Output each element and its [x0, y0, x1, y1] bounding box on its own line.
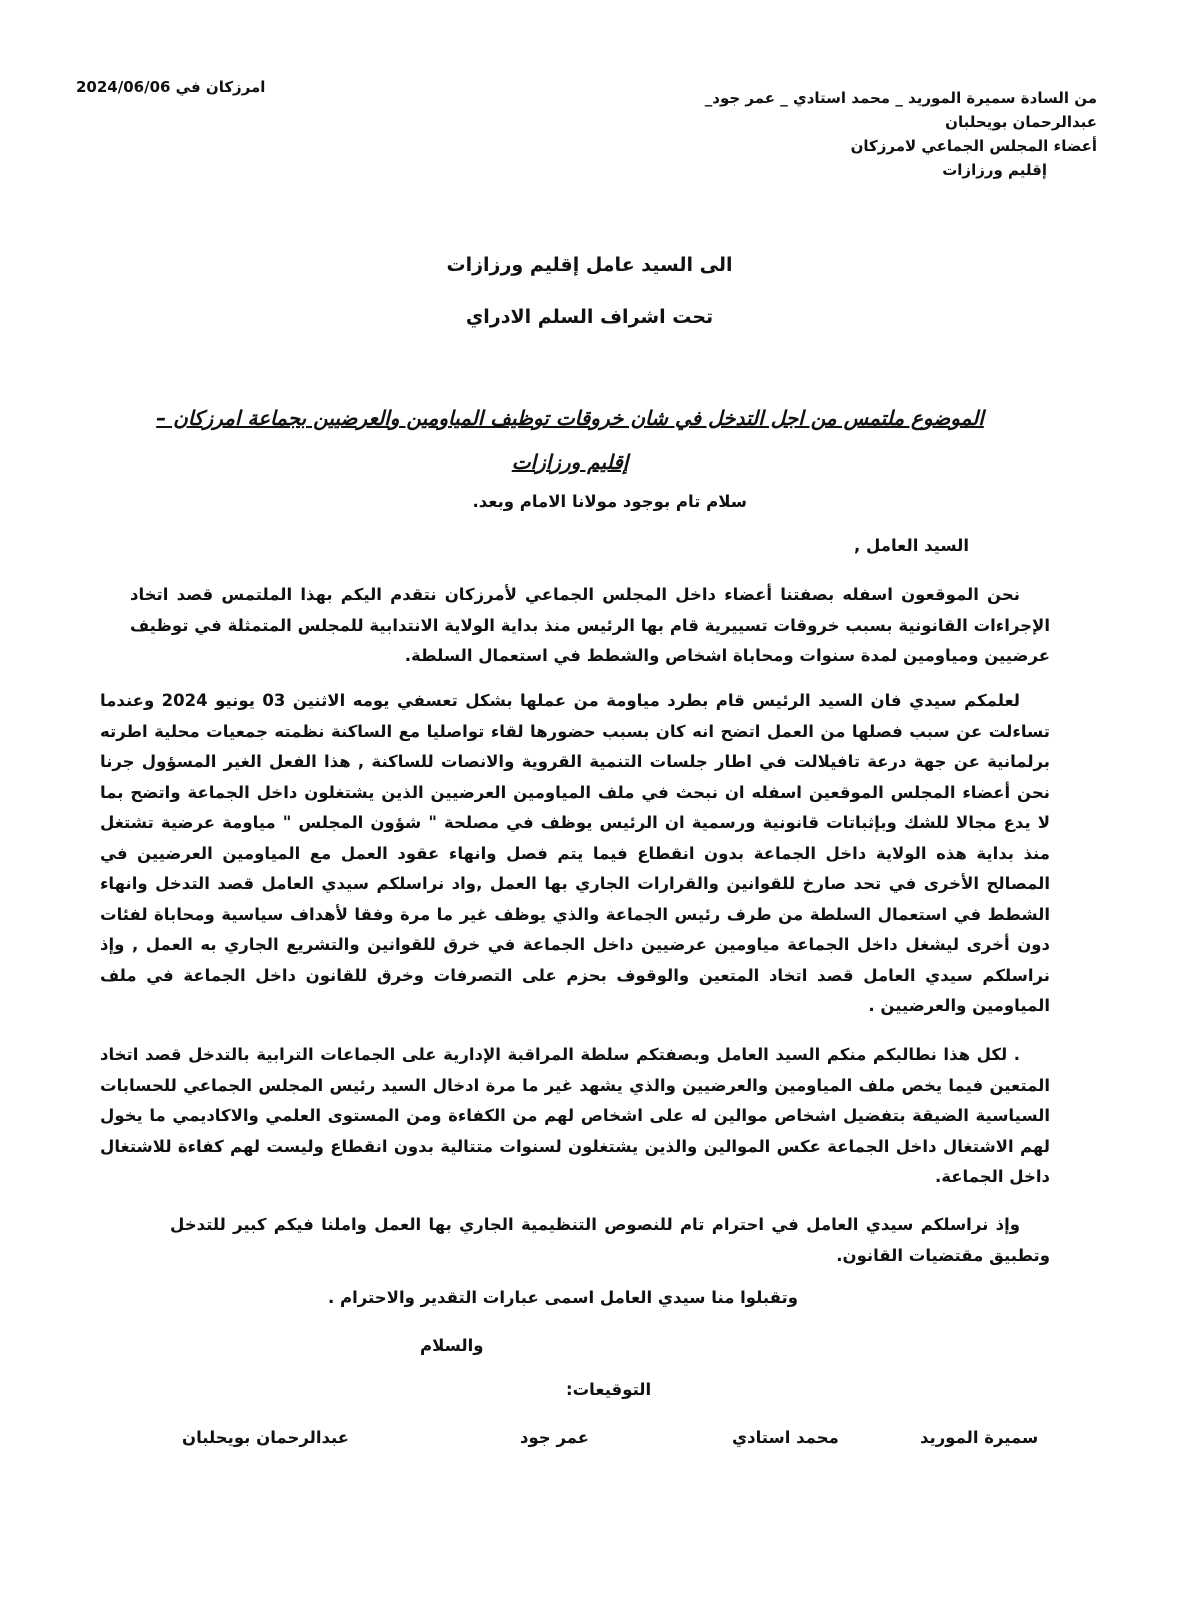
signature-mohamed: محمد استادي [732, 1428, 839, 1447]
subject-line-2: إقليم ورزازات [511, 450, 629, 474]
sender-role: أعضاء المجلس الجماعي لامرزكان [850, 137, 1097, 155]
paragraph-demand: . لكل هذا نطالبكم منكم السيد العامل وبصفتكم سلطة المراقبة الإدارية على الجماعات الترابية بالتدخل قصد اتخاد المتعين فيما يخص ملف المياومين والعرضيين والذي يشهد غير ما مرة ادخال السيد رئيس المجلس الجماعي للحسابات السياسية الضيقة بتفضيل اشخاص موالين له على اشخاص لهم من الكفاءة ومن المستوى العلمي والاكاديمي ما يخول لهم الاشتغال داخل الجماعة عكس الموالين والذين يشتغلون لسنوات متتالية بدون انقطاع وليست لهم كفاءة للاشتغال داخل الجماعة. [100, 1045, 1050, 1186]
subject-line-1: الموضوع ملتمس من اجل التدخل في شان خروقات توظيف المياومين والعرضيين بجماعة امرزكان – [156, 406, 984, 430]
recipient-supervision: تحت اشراف السلم الادراي [465, 306, 714, 328]
signature-samira: سميرة الموريد [920, 1428, 1039, 1447]
sender-names: من السادة سميرة الموريد _ محمد استادي _ عمر جود_ [704, 89, 1097, 107]
letter-date: امرزكان في 2024/06/06 [76, 78, 266, 96]
paragraph-appeal: وإذ نراسلكم سيدي العامل في احترام تام للنصوص التنظيمية الجاري بها العمل واملنا فيكم كبير للتدخل وتطبيق مقتضيات القانون. [170, 1215, 1050, 1265]
greeting: سلام تام بوجود مولانا الامام وبعد. [472, 492, 747, 511]
farewell: والسلام [420, 1336, 484, 1355]
paragraph-facts: لعلمكم سيدي فان السيد الرئيس قام بطرد مياومة من عملها بشكل تعسفي يومه الاثنين 03 يونيو 2024 وعندما تساءلت عن سبب فصلها من العمل اتضح انه كان بسبب حضورها لقاء تواصليا مع الساكنة نظمته جمعيات محلية اطرته برلمانية عن جهة درعة تافيلالت في اطار جلسات التنمية القروية والانصات للساكنة , هذا الفعل الغير المسؤول جرنا نحن أعضاء المجلس الموقعين اسفله ان نبحث في ملف المياومين العرضيين الذين يشتغلون داخل الجماعة واتضح بما لا يدع مجالا للشك وبإثباتات قانونية ورسمية ان الرئيس يوظف في مصلحة " شؤون المجلس " مياومة عرضية تشتغل منذ بداية هذه الولاية داخل الجماعة بدون انقطاع فيما يتم فصل وانهاء عقود العمل مع المياومين العرضيين في المصالح الأخرى في تحد صارخ للقوانين والقرارات الجاري بها العمل ,واد نراسلكم سيدي العامل قصد التدخل وانهاء الشطط في استعمال السلطة من طرف رئيس الجماعة والذي يوظف غير ما مرة وفقا لأهداف سياسية ومحاباة لفئات دون أخرى ليشغل داخل الجماعة مياومين عرضيين داخل الجماعة في خرق للقوانين والتشريع الجاري به العمل , وإذ نراسلكم سيدي العامل قصد اتخاد المتعين والوقوف بحزم على التصرفات وخرق للقانون داخل الجماعة في ملف المياومين والعرضيين . [100, 691, 1050, 1015]
recipient-line: الى السيد عامل إقليم ورزازات [446, 254, 733, 276]
sender-province: إقليم ورزازات [942, 161, 1047, 179]
closing-line: وتقبلوا منا سيدي العامل اسمى عبارات التقدير والاحترام . [328, 1288, 798, 1307]
signatures-label: التوقيعات: [566, 1380, 652, 1399]
salutation: السيد العامل , [854, 536, 969, 555]
sender-block [705, 86, 1097, 182]
signature-abderrahmane: عبدالرحمان بويحلبان [182, 1428, 350, 1447]
signature-omar: عمر جود [520, 1428, 590, 1447]
paragraph-request: نحن الموقعون اسفله بصفتنا أعضاء داخل المجلس الجماعي لأمرزكان نتقدم اليكم بهذا الملتمس قصد اتخاد الإجراءات القانونية بسبب خروقات تسييرية قام بها الرئيس منذ بداية الولاية الانتدابية للمجلس المتمثلة في توظيف عرضيين ومياومين لمدة سنوات ومحاباة اشخاص والشطط في استعمال السلطة. [130, 585, 1050, 665]
sender-name-cont: عبدالرحمان بويحلبان [945, 113, 1097, 131]
subject-heading [120, 396, 1020, 484]
